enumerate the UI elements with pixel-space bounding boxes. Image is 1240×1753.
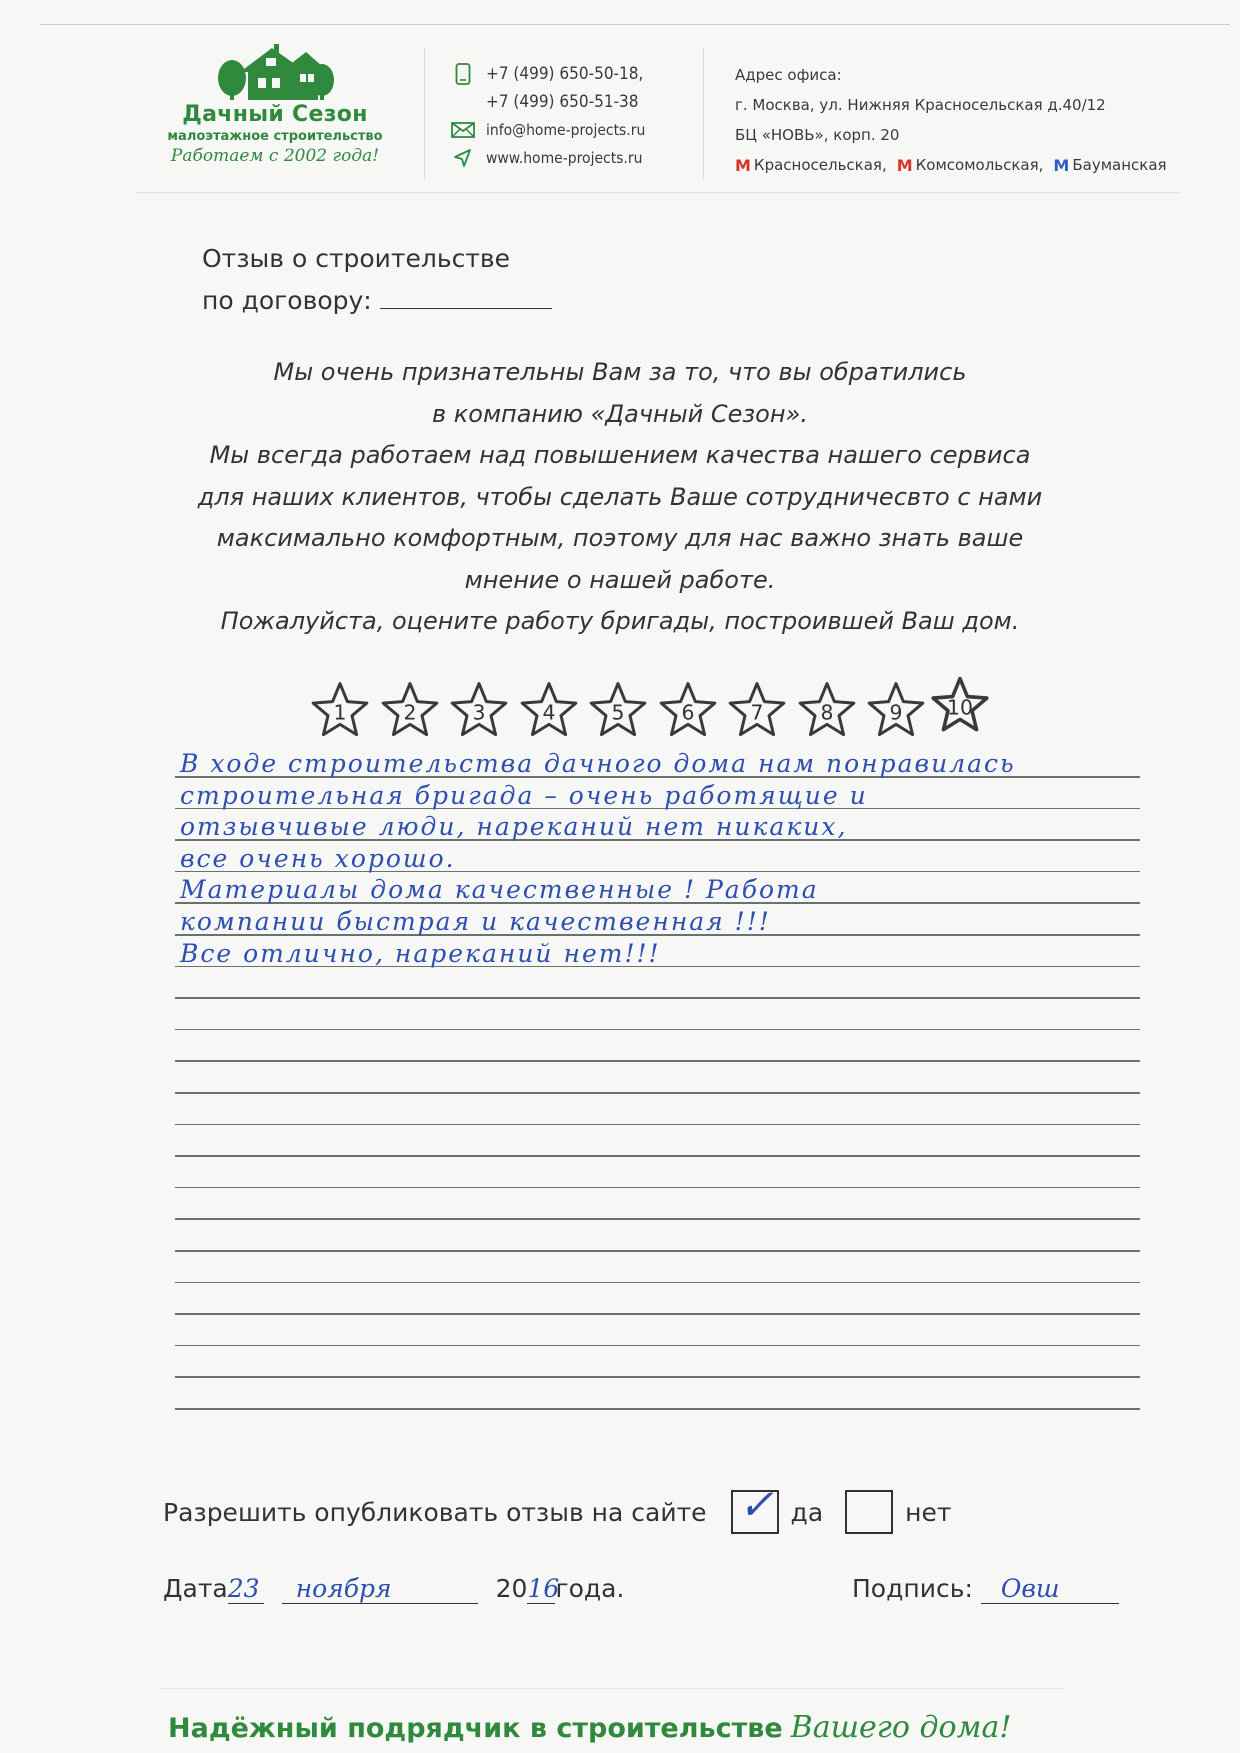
office-label: Адрес офиса: [735,66,842,84]
star-number: 3 [472,700,486,725]
office-block [735,60,1195,180]
publish-no-checkbox[interactable] [845,1490,893,1534]
intro-line: Мы всегда работаем над повышением качества нашего сервиса [209,441,1031,469]
handwritten-review-line: В ходе строительства дачного дома нам понравилась [180,749,1016,778]
rating-star[interactable] [658,678,718,742]
handwritten-review-line: компании быстрая и качественная !!! [180,907,771,936]
ruled-line [175,1029,1140,1031]
metro-station: Комсомольская, [915,156,1044,174]
year-word: года. [555,1574,625,1603]
ruled-line [175,1155,1140,1157]
star-number: 7 [750,700,764,725]
email-row [450,116,690,144]
contract-label: по договору: [202,286,372,315]
office-address: г. Москва, ул. Нижняя Красносельская д.40/12 [735,96,1106,114]
email-link[interactable]: info@home-projects.ru [486,121,646,139]
check-mark-icon: ✓ [738,1480,774,1529]
rating-star[interactable] [310,678,370,742]
rating-star[interactable] [449,678,509,742]
contacts-block [450,60,690,172]
metro-row [735,150,1195,180]
rating-star[interactable] [727,678,787,742]
publish-yes-label: да [790,1497,824,1527]
signature-field[interactable]: Овш [981,1574,1119,1604]
brand-subtitle: малоэтажное строительство [167,129,383,144]
handwritten-review-line: строительная бригада – очень работящие и [180,780,868,810]
header-divider [703,48,704,178]
review-text-area[interactable] [175,749,1140,1456]
title-line-2 [202,280,552,322]
rating-stars [310,678,1010,748]
footer-slogan [168,1710,1011,1745]
star-number: 8 [820,700,833,725]
rating-star[interactable] [380,678,440,742]
star-number: 2 [403,700,416,725]
website-row [450,144,690,172]
rating-star[interactable] [797,678,857,742]
star-number: 10 [946,695,973,720]
rating-star[interactable] [866,678,926,742]
metro-icon: М [896,155,913,175]
intro-line: максимально комфортным, поэтому для нас важно знать ваше [216,524,1024,552]
rating-star[interactable] [519,678,579,742]
year-prefix: 20 [495,1574,528,1603]
ruled-line [175,1282,1140,1284]
ruled-line [175,997,1140,999]
intro-line: Пожалуйста, оцените работу бригады, построившей Ваш дом. [220,607,1020,635]
ruled-line [175,1345,1140,1347]
handwritten-review-line: Все отлично, нареканий нет!!! [180,938,661,968]
footer-rule [160,1688,1065,1689]
website-link[interactable]: www.home-projects.ru [486,149,643,167]
ruled-line [175,1408,1140,1410]
publish-consent [163,1480,959,1534]
publish-yes-checkbox[interactable] [731,1480,779,1534]
signature-label: Подпись: [852,1574,973,1603]
brand-since: Работаем с 2002 года! [170,146,380,166]
office-building: БЦ «НОВЬ», корп. 20 [735,126,900,144]
metro-station: Красносельская, [753,156,887,174]
form-title [202,238,552,322]
metro-icon: М [735,155,751,175]
handwritten-review-line: отзывчивые люди, нареканий нет никаких, [180,812,848,842]
rating-star[interactable] [588,678,648,742]
top-rule [40,24,1230,25]
star-number: 5 [611,700,625,725]
date-month-field[interactable]: ноября [282,1574,478,1604]
star-number: 6 [681,700,694,725]
intro-line: для наших клиентов, чтобы сделать Ваше сотрудничесвто с нами [197,482,1043,511]
publish-label: Разрешить опубликовать отзыв на сайте [163,1497,707,1527]
star-number: 9 [889,700,903,725]
ruled-line [175,1060,1140,1062]
ruled-line [175,1218,1140,1220]
ruled-line [175,1124,1140,1126]
envelope-icon [450,119,476,141]
phone-2[interactable]: +7 (499) 650-51-38 [486,92,639,112]
metro-station: Бауманская [1072,156,1167,174]
phone-row [450,60,690,88]
date-line [163,1574,624,1604]
intro-line: в компанию «Дачный Сезон». [432,399,808,428]
footer-slogan-bold: Надёжный подрядчик в строительстве [168,1713,783,1744]
date-year-field[interactable]: 16 [527,1574,560,1603]
handwritten-review-line: Материалы дома качественные ! Работа [180,875,819,905]
brand-name: Дачный Сезон [182,102,368,127]
intro-line: Мы очень признательны Вам за то, что вы обратились [273,358,967,386]
handwritten-review-line: все очень хорошо. [180,843,456,873]
metro-icon: М [1053,155,1070,175]
ruled-line [175,1376,1140,1378]
footer-slogan-italic: Вашего дома! [790,1710,1012,1745]
cursor-arrow-icon [450,147,476,169]
company-logo [140,42,410,182]
date-label: Дата [163,1574,228,1603]
title-line-1: Отзыв о строительстве [202,244,510,273]
ruled-line [175,1092,1140,1094]
intro-text [150,352,1090,643]
phone-1[interactable]: +7 (499) 650-50-18, [486,64,644,84]
house-logo-icon [210,42,340,102]
publish-no-label: нет [905,1497,952,1527]
phone-row-2 [450,88,690,116]
header-divider [424,48,425,178]
rating-star[interactable] [930,673,990,737]
intro-line: мнение о нашей работе. [464,565,776,594]
ruled-line [175,1250,1140,1252]
header-rule [135,192,1180,193]
signature-line [852,1574,1119,1604]
date-day-field[interactable]: 23 [228,1574,264,1604]
ruled-line [175,1187,1140,1189]
ruled-line [175,1313,1140,1315]
contract-number-field[interactable] [380,288,552,309]
star-number: 4 [542,700,555,725]
phone-icon [450,63,476,85]
star-number: 1 [333,700,347,725]
